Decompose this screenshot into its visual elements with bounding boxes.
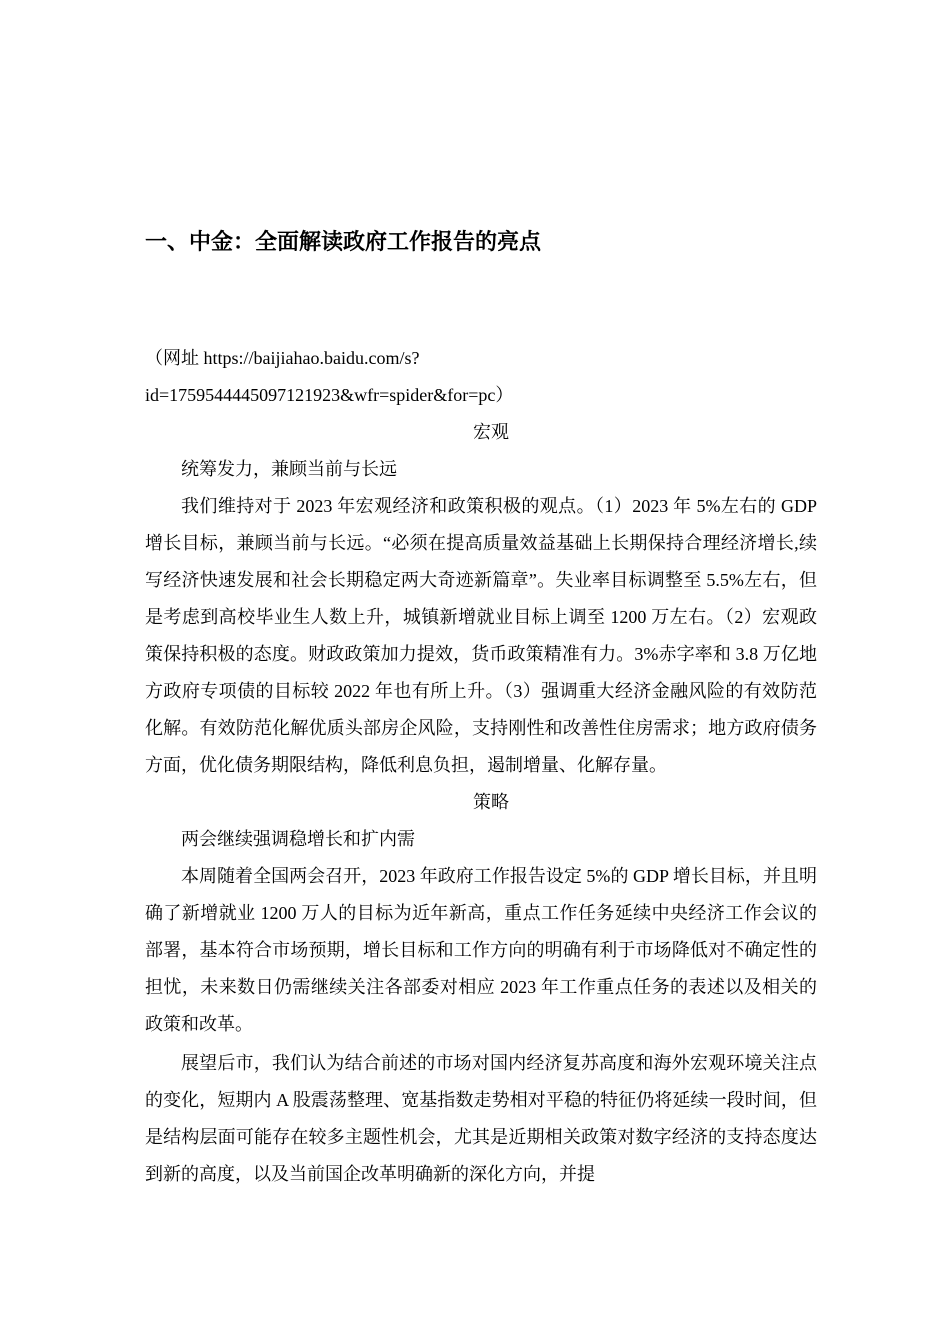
source-url-line-2: id=1759544445097121923&wfr=spider&for=pc） (145, 385, 514, 405)
section-subtitle: 统筹发力，兼顾当前与长远 (181, 459, 397, 479)
section-paragraph: 展望后市，我们认为结合前述的市场对国内经济复苏高度和海外宏观环境关注点的变化，短期内 A 股震荡整理、宽基指数走势相对平稳的特征仍将延续一段时间，但是结构层面可能存在较多主题性机会，尤其是近期相关政策对数字经济的支持态度达到新的高度，以及当前国企改革明确新的深化方向，并提 (145, 1053, 817, 1184)
document-title: 一、中金：全面解读政府工作报告的亮点 (145, 230, 542, 255)
section-paragraph: 本周随着全国两会召开，2023 年政府工作报告设定 5%的 GDP 增长目标，并且明确了新增就业 1200 万人的目标为近年新高，重点工作任务延续中央经济工作会议的部署，基本符合市场预期，增长目标和工作方向的明确有利于市场降低对不确定性的担忧，未来数日仍需继续关注各部委对相应 2023 年工作重点任务的表述以及相关的政策和改革。 (145, 866, 817, 1034)
section-strategy (145, 784, 817, 1193)
document-body (145, 340, 817, 1193)
section-macro (145, 414, 817, 784)
source-url-line-1: （网址 https://baijiahao.baidu.com/s? (145, 348, 420, 368)
section-heading: 策略 (473, 792, 509, 812)
section-heading: 宏观 (473, 422, 509, 442)
section-subtitle: 两会继续强调稳增长和扩内需 (181, 829, 415, 849)
section-paragraph: 我们维持对于 2023 年宏观经济和政策积极的观点。（1）2023 年 5%左右的 GDP 增长目标，兼顾当前与长远。“必须在提高质量效益基础上长期保持合理经济增长,续写经济快速发展和社会长期稳定两大奇迹新篇章”。失业率目标调整至 5.5%左右，但是考虑到高校毕业生人数上升，城镇新增就业目标上调至 1200 万左右。（2）宏观政策保持积极的态度。财政政策加力提效，货币政策精准有力。3%赤字率和 3.8 万亿地方政府专项债的目标较 2022 年也有所上升。（3）强调重大经济金融风险的有效防范化解。有效防范化解优质头部房企风险，支持刚性和改善性住房需求；地方政府债务方面，优化债务期限结构，降低利息负担，遏制增量、化解存量。 (145, 496, 817, 775)
